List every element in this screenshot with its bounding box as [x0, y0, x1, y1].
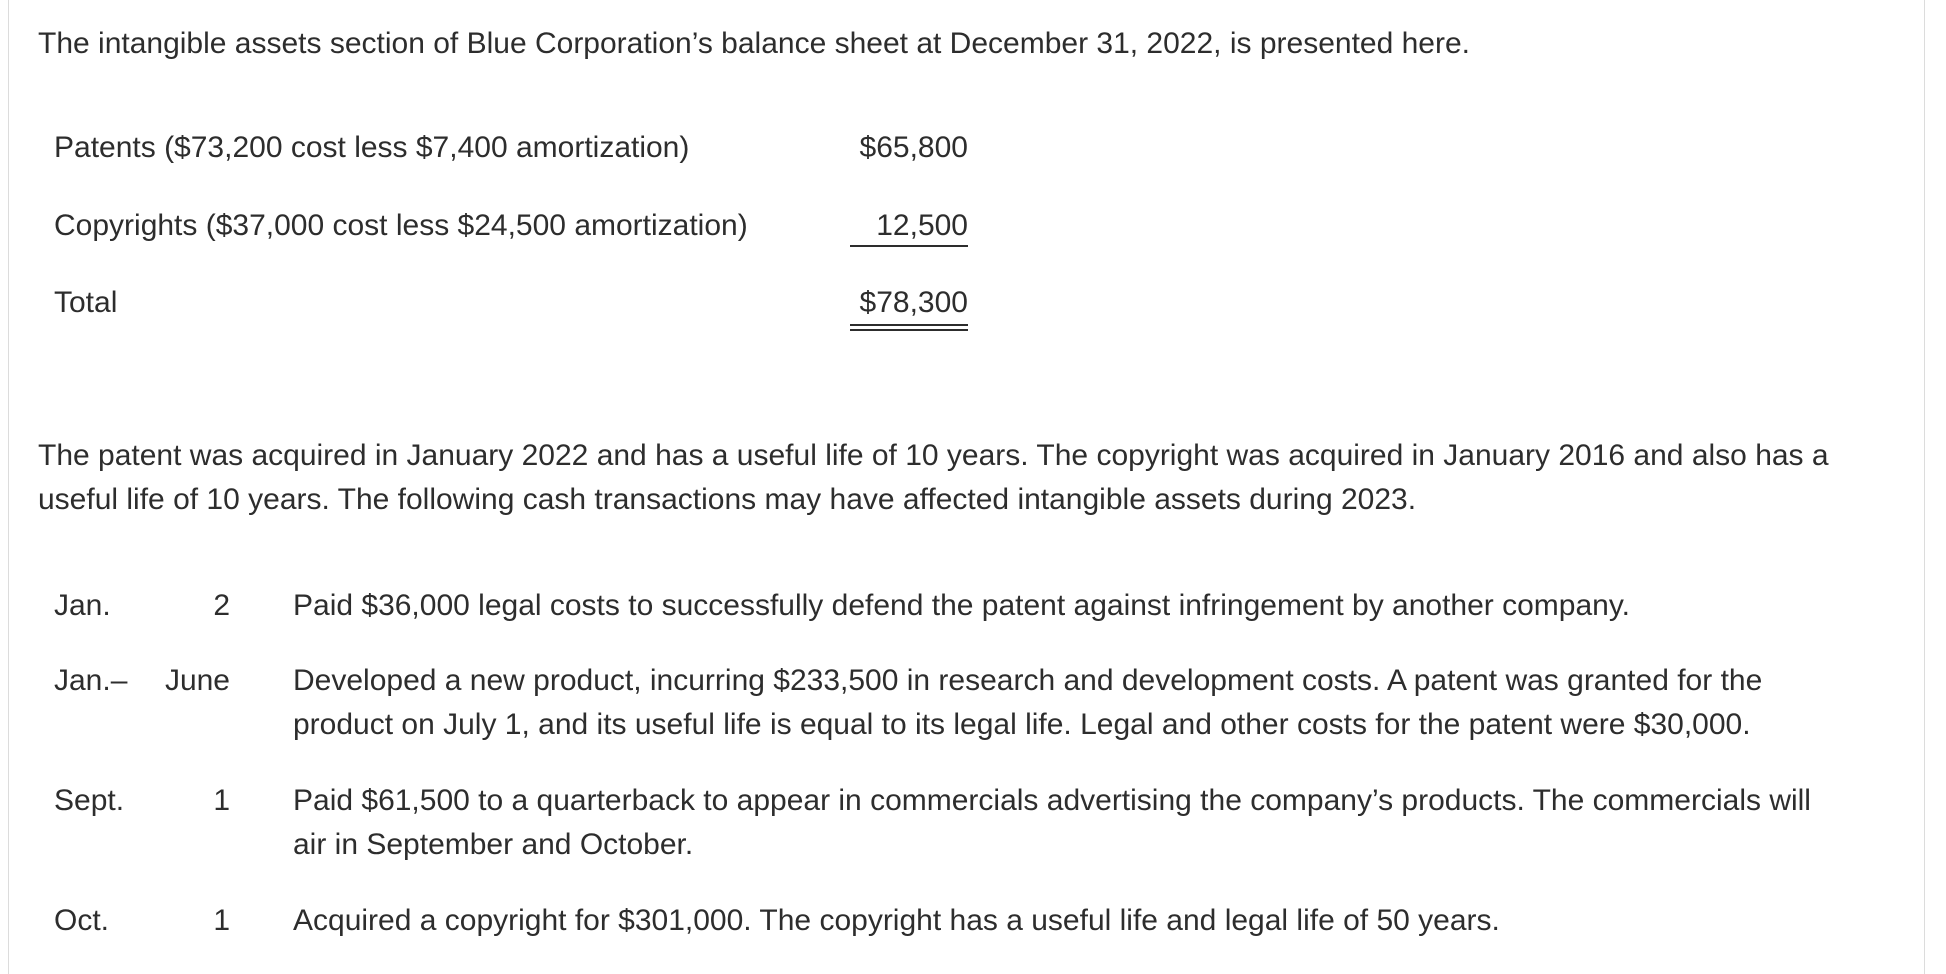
total-label: Total — [54, 286, 118, 319]
transaction-month: Sept. — [54, 784, 125, 817]
transaction-description-line: Developed a new product, incurring $233,500 in research and development costs. A patent was granted for the — [293, 664, 1763, 697]
copyrights-value: 12,500 — [876, 209, 968, 242]
transaction-description-line: Acquired a copyright for $301,000. The copyright has a useful life and legal life of 50 years. — [293, 904, 1500, 937]
transaction-month: Oct. — [54, 904, 110, 937]
patent-description-line: useful life of 10 years. The following cash transactions may have affected intangible assets during 2023. — [38, 483, 1417, 516]
transaction-month: Jan.– — [54, 664, 128, 697]
total-value: $78,300 — [859, 286, 968, 319]
transaction-description-line: Paid $61,500 to a quarterback to appear in commercials advertising the company’s products. The commercials will — [293, 784, 1811, 817]
transaction-day: 1 — [213, 784, 230, 817]
transaction-description-line: air in September and October. — [293, 828, 694, 861]
transaction-day: 1 — [213, 904, 230, 937]
patents-value: $65,800 — [859, 131, 968, 164]
patents-label: Patents ($73,200 cost less $7,400 amortization) — [54, 131, 690, 164]
transaction-day: 2 — [213, 589, 230, 622]
total-double-underline — [850, 324, 968, 331]
transaction-description-line: product on July 1, and its useful life is equal to its legal life. Legal and other costs for the patent were $30,000. — [293, 708, 1751, 741]
subtotal-underline — [850, 245, 968, 247]
transaction-description — [293, 584, 1893, 628]
intro-text: The intangible assets section of Blue Corporation’s balance sheet at December 31, 2022, is presented here. — [38, 27, 1470, 60]
patent-description-line: The patent was acquired in January 2022 and has a useful life of 10 years. The copyright was acquired in January 2016 and also has a — [38, 439, 1829, 472]
transaction-description — [293, 899, 1893, 943]
transaction-month: Jan. — [54, 589, 111, 622]
copyrights-label: Copyrights ($37,000 cost less $24,500 amortization) — [54, 209, 748, 242]
transaction-description-line: Paid $36,000 legal costs to successfully defend the patent against infringement by another company. — [293, 589, 1630, 622]
patent-description — [38, 434, 1898, 522]
transaction-description — [293, 779, 1893, 867]
transaction-day: June — [164, 664, 230, 697]
transaction-description — [293, 659, 1893, 747]
